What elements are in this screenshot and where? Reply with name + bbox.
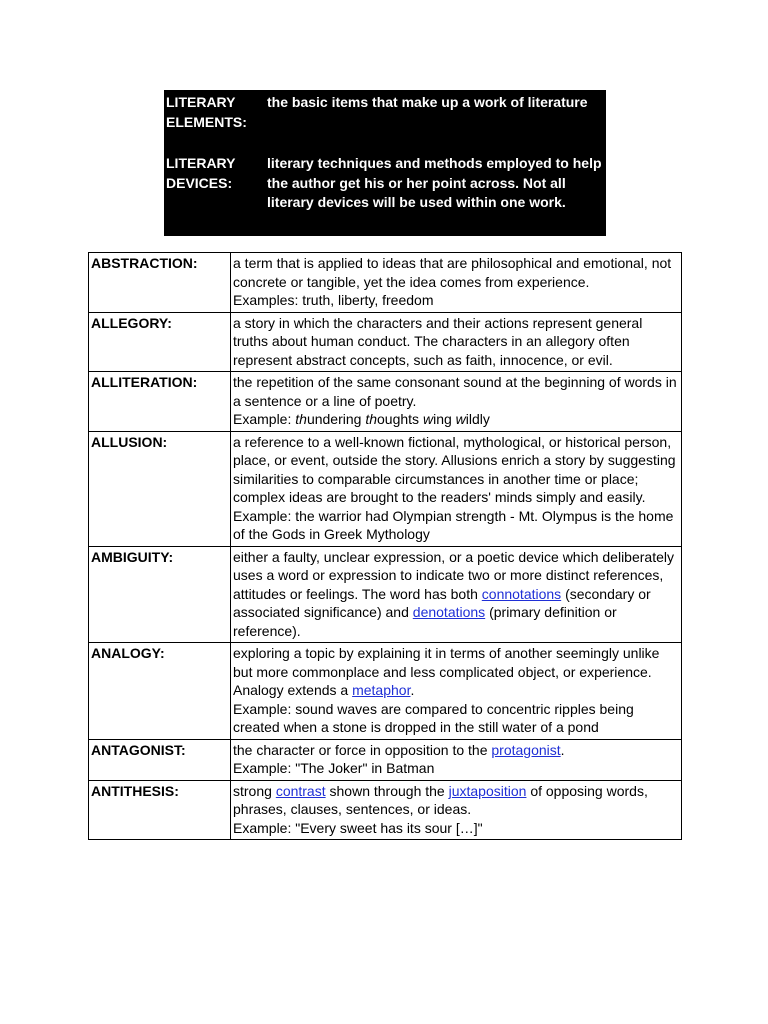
emphasis-text: th — [365, 411, 378, 427]
definition-line — [233, 644, 679, 700]
emphasis-text: w — [455, 411, 466, 427]
glossary-row — [89, 253, 682, 313]
glossary-term: ABSTRACTION: — [89, 253, 231, 313]
definition-line — [233, 548, 679, 641]
glossary-row — [89, 780, 682, 840]
definition-text: Example: the warrior had Olympian strength - Mt. Olympus is the home of the Gods in Greek Mythology — [233, 507, 674, 542]
definition-line — [233, 507, 679, 544]
definition-line — [233, 291, 679, 310]
glossary-row — [89, 739, 682, 780]
definition-text: a reference to a well-known fictional, mythological, or historical person, place, or event, outside the story. Allusions enrich a story by suggesting similarities to comparable circumstances in another time or place; complex ideas are brought to the readers' minds simply and easily. — [233, 433, 676, 505]
header-definition: literary techniques and methods employed to help the author get his or her point across. Not all literary devices will be used within one work. — [267, 155, 602, 210]
emphasis-text: w — [422, 411, 434, 427]
glossary-term: ANTAGONIST: — [89, 739, 231, 780]
header-term: LITERARY ELEMENTS: — [166, 94, 247, 130]
definition-text: a term that is applied to ideas that are philosophical and emotional, not concrete or tangible, yet the idea comes from experience. — [233, 255, 672, 290]
header-term: LITERARY DEVICES: — [166, 155, 236, 191]
definition-text: Examples: truth, liberty, freedom — [233, 292, 434, 308]
glossary-definition — [231, 253, 682, 313]
definition-text: . — [560, 741, 565, 758]
definition-line — [233, 782, 679, 819]
header-entry-elements — [166, 93, 602, 132]
definition-line — [233, 433, 679, 507]
header-entry-devices — [166, 154, 602, 213]
definition-line — [233, 741, 679, 760]
glossary-row — [89, 546, 682, 643]
term-link[interactable]: juxtaposition — [448, 782, 527, 799]
definition-text: Example: "Every sweet has its sour […]" — [233, 819, 483, 836]
glossary-row — [89, 372, 682, 432]
definition-text: ing — [433, 411, 456, 427]
glossary-definition — [231, 739, 682, 780]
definition-text: oughts — [377, 411, 423, 427]
term-link[interactable]: contrast — [275, 782, 326, 799]
header-definition: the basic items that make up a work of literature — [267, 94, 588, 110]
glossary-row — [89, 643, 682, 740]
definition-text: the repetition of the same consonant sound at the beginning of words in a sentence or a line of poetry. — [233, 374, 677, 409]
glossary-term: AMBIGUITY: — [89, 546, 231, 643]
definition-text: (primary definition or reference). — [233, 604, 617, 639]
definition-text: shown through the — [325, 782, 449, 799]
glossary-definition — [231, 431, 682, 546]
definition-line — [233, 819, 679, 838]
definition-text: Example: sound waves are compared to concentric ripples being created when a stone is dropped in the still water of a pond — [233, 700, 634, 735]
definition-text: either a faulty, unclear expression, or a poetic device which deliberately uses a word or expression to indicate two or more distinct references, attitudes or feelings. The word has both — [233, 548, 674, 602]
definition-text: a story in which the characters and their actions represent general truths about human conduct. The characters in an allegory often represent abstract concepts, such as faith, innocence, or evil. — [233, 314, 643, 368]
glossary-definition — [231, 312, 682, 372]
definition-line — [233, 314, 679, 370]
term-link[interactable]: metaphor — [352, 682, 411, 698]
term-link[interactable]: denotations — [412, 604, 486, 620]
definition-text: undering — [306, 411, 366, 427]
definition-line — [233, 700, 679, 737]
definition-line — [233, 254, 679, 291]
definition-text: strong — [233, 782, 276, 799]
glossary-table — [88, 252, 682, 840]
glossary-term: ALLITERATION: — [89, 372, 231, 432]
glossary-term: ANTITHESIS: — [89, 780, 231, 840]
definition-text: (secondary or associated significance) and — [233, 585, 651, 620]
glossary-term: ALLUSION: — [89, 431, 231, 546]
glossary-term: ALLEGORY: — [89, 312, 231, 372]
glossary-row — [89, 312, 682, 372]
definition-text: the character or force in opposition to the — [233, 741, 492, 758]
glossary-definition — [231, 372, 682, 432]
literary-header-box — [164, 90, 606, 236]
emphasis-text: th — [295, 411, 307, 427]
glossary-definition — [231, 780, 682, 840]
definition-text: of opposing words, phrases, clauses, sentences, or ideas. — [233, 782, 648, 817]
glossary-definition — [231, 546, 682, 643]
glossary-row — [89, 431, 682, 546]
glossary-definition — [231, 643, 682, 740]
definition-text: . — [410, 682, 415, 698]
definition-text: ildly — [465, 411, 490, 427]
definition-text: exploring a topic by explaining it in terms of another seemingly unlike but more commonplace and less complicated object, or experience. Analogy extends a — [233, 645, 660, 698]
definition-line — [233, 373, 679, 410]
definition-line — [233, 759, 679, 778]
term-link[interactable]: protagonist — [491, 741, 561, 758]
glossary-body — [89, 253, 682, 840]
term-link[interactable]: connotations — [481, 585, 562, 602]
glossary-term: ANALOGY: — [89, 643, 231, 740]
definition-text: Example: "The Joker" in Batman — [233, 760, 435, 776]
definition-text: Example: — [233, 411, 296, 427]
definition-line — [233, 410, 679, 429]
